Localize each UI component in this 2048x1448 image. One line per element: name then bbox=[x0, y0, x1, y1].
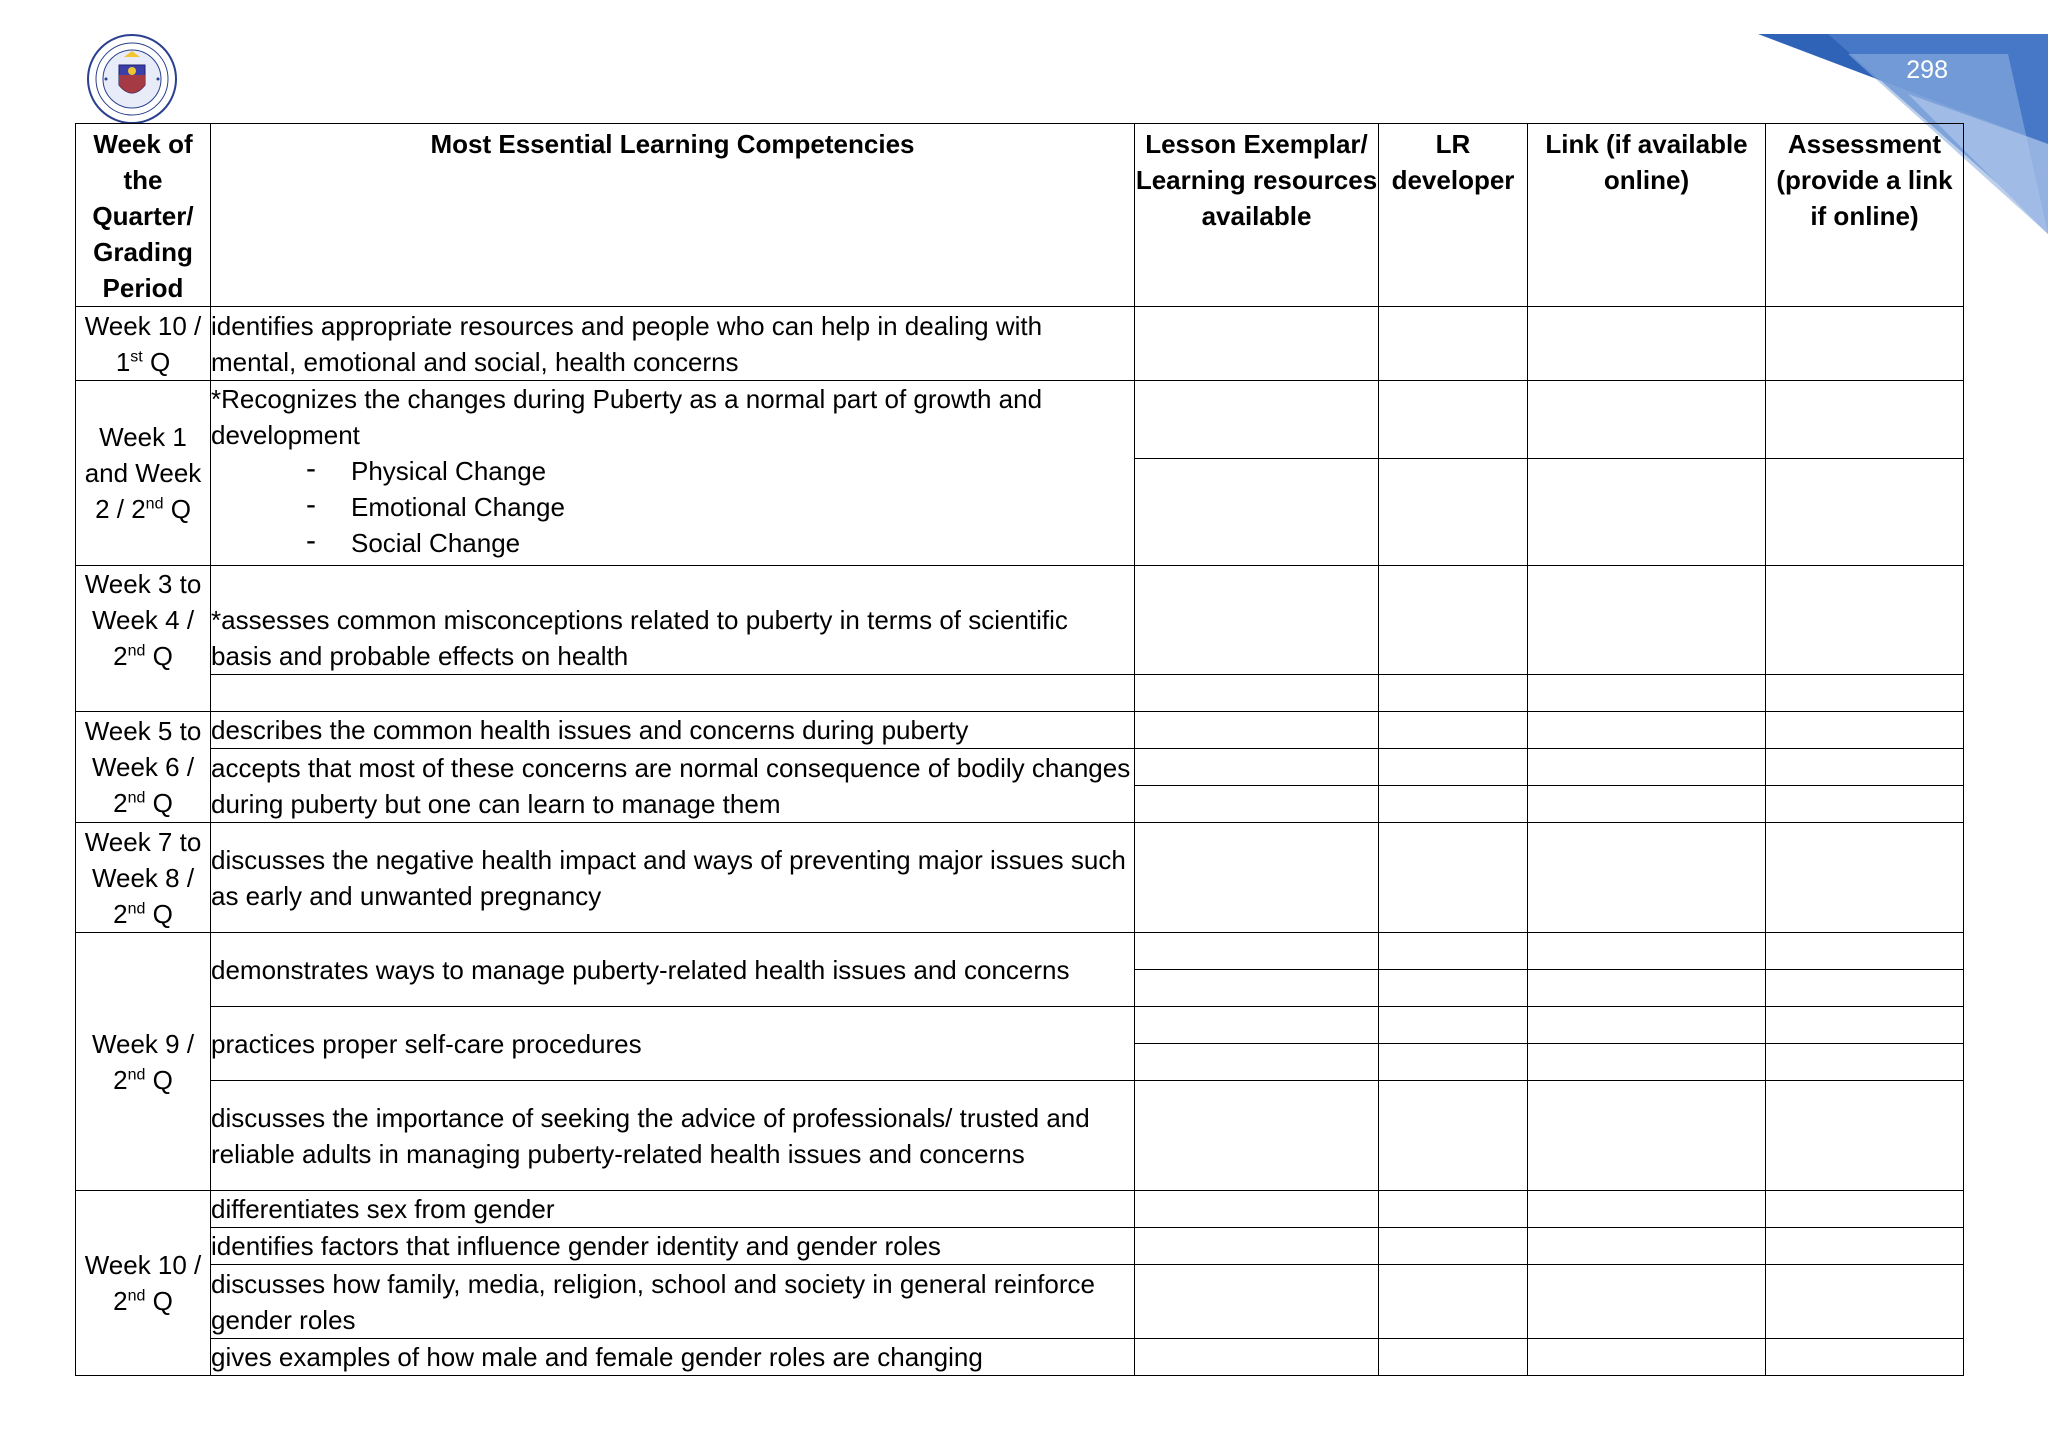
week-cell: Week 1 and Week 2 / 2nd Q bbox=[76, 381, 211, 566]
table-row bbox=[76, 675, 1964, 712]
empty-cell bbox=[1135, 459, 1379, 566]
empty-cell bbox=[1528, 1228, 1766, 1265]
page-number: 298 bbox=[1906, 56, 1948, 84]
empty-cell bbox=[1528, 307, 1766, 381]
empty-cell bbox=[1528, 1007, 1766, 1044]
empty-cell bbox=[1379, 1228, 1528, 1265]
empty-cell bbox=[1766, 1191, 1964, 1228]
week-cell: Week 10 / 2nd Q bbox=[76, 1191, 211, 1376]
competency-cell: demonstrates ways to manage puberty-related health issues and concerns bbox=[211, 933, 1135, 1007]
empty-cell bbox=[1766, 712, 1964, 749]
empty-cell bbox=[1766, 459, 1964, 566]
empty-cell bbox=[1766, 381, 1964, 459]
header-link: Link (if available online) bbox=[1528, 124, 1766, 307]
empty-cell bbox=[1528, 675, 1766, 712]
competency-cell: discusses the negative health impact and ways of preventing major issues such as early and unwanted pregnancy bbox=[211, 823, 1135, 933]
empty-cell bbox=[1766, 749, 1964, 786]
empty-cell bbox=[1766, 1228, 1964, 1265]
empty-cell bbox=[1379, 1007, 1528, 1044]
table-row bbox=[76, 1265, 1964, 1339]
competency-cell: accepts that most of these concerns are normal consequence of bodily changes during puberty but one can learn to manage them bbox=[211, 749, 1135, 823]
empty-cell bbox=[1135, 1191, 1379, 1228]
competency-cell: *assesses common misconceptions related to puberty in terms of scientific basis and probable effects on health bbox=[211, 566, 1135, 675]
competency-cell: discusses the importance of seeking the advice of professionals/ trusted and reliable adults in managing puberty-related health issues and concerns bbox=[211, 1081, 1135, 1191]
competency-cell: practices proper self-care procedures bbox=[211, 1007, 1135, 1081]
empty-cell bbox=[1379, 786, 1528, 823]
empty-cell bbox=[1766, 675, 1964, 712]
header-assessment: Assessment (provide a link if online) bbox=[1766, 124, 1964, 307]
empty-cell bbox=[1528, 381, 1766, 459]
table-row bbox=[76, 307, 1964, 381]
empty-cell bbox=[1135, 749, 1379, 786]
empty-cell bbox=[1135, 1265, 1379, 1339]
empty-cell bbox=[1379, 1339, 1528, 1376]
header-row bbox=[76, 124, 1964, 307]
empty-cell bbox=[1379, 459, 1528, 566]
week-cell: Week 3 to Week 4 / 2nd Q bbox=[76, 566, 211, 712]
competency-cell: identifies factors that influence gender identity and gender roles bbox=[211, 1228, 1135, 1265]
empty-cell bbox=[1528, 1265, 1766, 1339]
empty-cell bbox=[1379, 970, 1528, 1007]
table-row bbox=[76, 1339, 1964, 1376]
empty-cell bbox=[1379, 381, 1528, 459]
empty-cell bbox=[1528, 459, 1766, 566]
empty-cell bbox=[1379, 933, 1528, 970]
empty-cell bbox=[1135, 933, 1379, 970]
empty-cell bbox=[1135, 307, 1379, 381]
empty-cell bbox=[1379, 566, 1528, 675]
competency-cell: gives examples of how male and female gender roles are changing bbox=[211, 1339, 1135, 1376]
table-row bbox=[76, 933, 1964, 970]
empty-cell bbox=[1528, 1339, 1766, 1376]
empty-cell bbox=[1135, 712, 1379, 749]
empty-cell bbox=[1766, 970, 1964, 1007]
mlc-table bbox=[75, 123, 1964, 1376]
empty-cell bbox=[1528, 712, 1766, 749]
empty-cell bbox=[1135, 1007, 1379, 1044]
table-row bbox=[76, 712, 1964, 749]
empty-cell bbox=[1528, 749, 1766, 786]
empty-cell bbox=[1135, 381, 1379, 459]
empty-cell bbox=[1766, 1081, 1964, 1191]
empty-cell bbox=[1379, 1081, 1528, 1191]
week-cell: Week 10 / 1st Q bbox=[76, 307, 211, 381]
empty-cell bbox=[1135, 566, 1379, 675]
empty-cell bbox=[1379, 675, 1528, 712]
empty-cell bbox=[1528, 1191, 1766, 1228]
header-lesson-exemplar: Lesson Exemplar/ Learning resources available bbox=[1135, 124, 1379, 307]
table-row bbox=[76, 566, 1964, 675]
empty-cell bbox=[1766, 307, 1964, 381]
empty-cell bbox=[1766, 1265, 1964, 1339]
competency-cell: discusses how family, media, religion, school and society in general reinforce gender roles bbox=[211, 1265, 1135, 1339]
empty-cell bbox=[1135, 1339, 1379, 1376]
table-row bbox=[76, 823, 1964, 933]
empty-cell bbox=[1135, 1228, 1379, 1265]
table-row bbox=[76, 381, 1964, 459]
week-cell: Week 9 / 2nd Q bbox=[76, 933, 211, 1191]
empty-cell bbox=[1379, 1265, 1528, 1339]
empty-cell bbox=[1528, 823, 1766, 933]
empty-cell bbox=[1528, 566, 1766, 675]
empty-cell bbox=[1766, 1044, 1964, 1081]
header-mlc: Most Essential Learning Competencies bbox=[211, 124, 1135, 307]
empty-cell bbox=[1379, 1044, 1528, 1081]
empty-cell bbox=[211, 675, 1135, 712]
list-item: - Social Change bbox=[306, 525, 1134, 561]
list-item: - Emotional Change bbox=[306, 489, 1134, 525]
table-row bbox=[76, 1081, 1964, 1191]
empty-cell bbox=[1766, 786, 1964, 823]
empty-cell bbox=[1528, 1081, 1766, 1191]
empty-cell bbox=[1766, 1339, 1964, 1376]
competency-text: *Recognizes the changes during Puberty as a normal part of growth and development bbox=[211, 384, 1043, 450]
competency-cell bbox=[211, 381, 1135, 566]
header-week: Week of the Quarter/ Grading Period bbox=[76, 124, 211, 307]
competency-cell: identifies appropriate resources and people who can help in dealing with mental, emotional and social, health concerns bbox=[211, 307, 1135, 381]
empty-cell bbox=[1379, 823, 1528, 933]
competency-cell: describes the common health issues and concerns during puberty bbox=[211, 712, 1135, 749]
competency-cell: differentiates sex from gender bbox=[211, 1191, 1135, 1228]
empty-cell bbox=[1766, 823, 1964, 933]
empty-cell bbox=[1135, 970, 1379, 1007]
empty-cell bbox=[1135, 1044, 1379, 1081]
table-row bbox=[76, 1191, 1964, 1228]
empty-cell bbox=[1135, 823, 1379, 933]
empty-cell bbox=[1135, 1081, 1379, 1191]
week-cell: Week 7 to Week 8 / 2nd Q bbox=[76, 823, 211, 933]
table-row bbox=[76, 1228, 1964, 1265]
table-row bbox=[76, 1007, 1964, 1044]
empty-cell bbox=[1766, 933, 1964, 970]
header-lr-developer: LR developer bbox=[1379, 124, 1528, 307]
empty-cell bbox=[1379, 1191, 1528, 1228]
empty-cell bbox=[1528, 933, 1766, 970]
empty-cell bbox=[1528, 970, 1766, 1007]
list-item: - Physical Change bbox=[306, 453, 1134, 489]
table-row bbox=[76, 749, 1964, 786]
week-cell: Week 5 to Week 6 / 2nd Q bbox=[76, 712, 211, 823]
empty-cell bbox=[1379, 307, 1528, 381]
empty-cell bbox=[1379, 712, 1528, 749]
empty-cell bbox=[1528, 1044, 1766, 1081]
empty-cell bbox=[1766, 566, 1964, 675]
empty-cell bbox=[1379, 749, 1528, 786]
empty-cell bbox=[1135, 675, 1379, 712]
empty-cell bbox=[1766, 1007, 1964, 1044]
empty-cell bbox=[1135, 786, 1379, 823]
change-list bbox=[211, 453, 1134, 561]
empty-cell bbox=[1528, 786, 1766, 823]
deped-seal-icon bbox=[86, 33, 178, 125]
